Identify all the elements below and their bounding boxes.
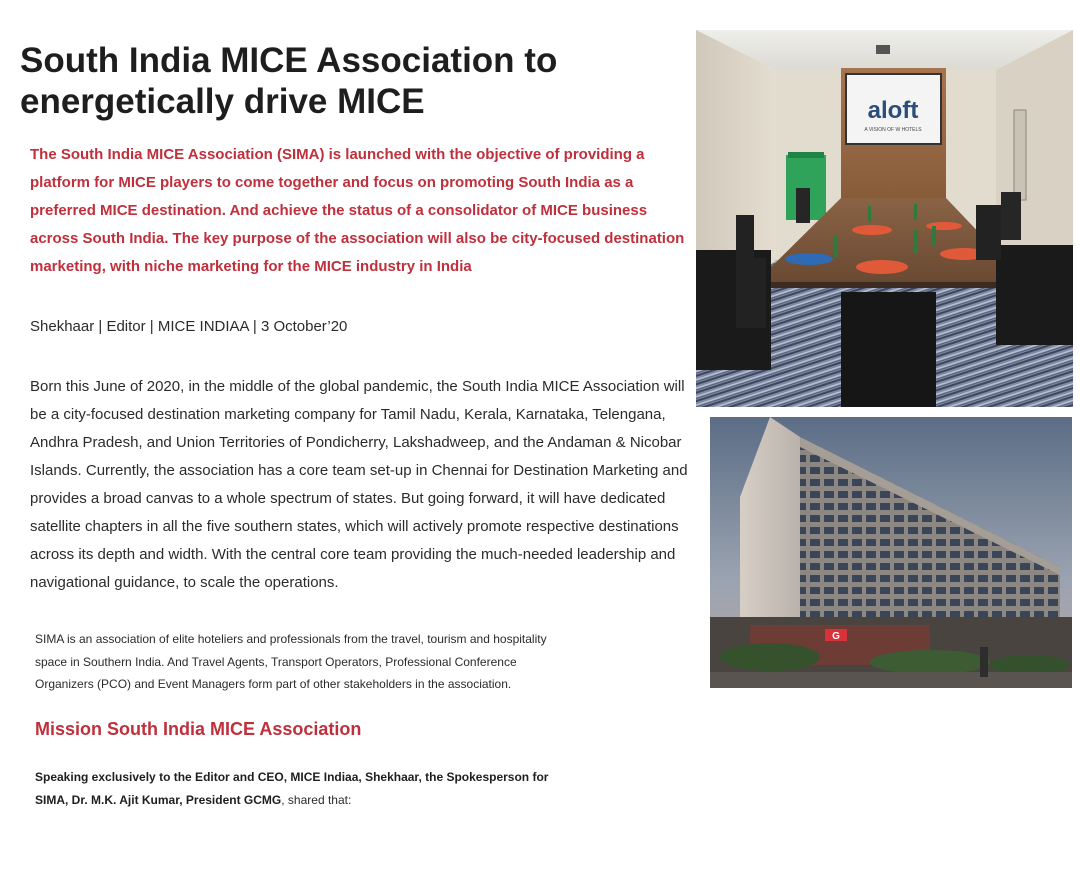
quote-intro-bold: Speaking exclusively to the Editor and CEO, MICE Indiaa, Shekhaar, the Spokesperson for SIMA, Dr. M.K. Ajit Kumar, President GCMG — [35, 770, 549, 807]
quote-intro — [35, 766, 565, 811]
quote-intro-rest: , shared that: — [281, 792, 352, 807]
hotel-sign: G — [832, 631, 840, 642]
article-byline: Shekhaar | Editor | MICE INDIAA | 3 October’20 — [30, 318, 348, 335]
mission-heading: Mission South India MICE Association — [35, 719, 362, 739]
aloft-logo-subtext: A VISION OF W HOTELS — [864, 127, 922, 133]
hotel-building-photo — [710, 417, 1072, 688]
meeting-room-photo — [696, 30, 1073, 407]
article-title: South India MICE Association to energetically drive MICE — [20, 41, 558, 121]
aloft-logo: aloft — [867, 97, 919, 124]
article-lead: The South India MICE Association (SIMA) is launched with the objective of providing a platform for MICE players to come together and focus on promoting South India as a preferred MICE destination. And achieve the status of a consolidator of MICE business across South India. The key purpose of the association will also be city-focused destination marketing, with niche marketing for the MICE industry in India — [30, 146, 685, 275]
association-note: SIMA is an association of elite hoteliers and professionals from the travel, tourism and hospitality space in Southern India. And Travel Agents, Transport Operators, Professional Conference Organizers (PCO) and Event Managers form part of other stakeholders in the association. — [35, 632, 547, 691]
article-body: Born this June of 2020, in the middle of the global pandemic, the South India MICE Association will be a city-focused destination marketing company for Tamil Nadu, Kerala, Karnataka, Telengana, Andhra Pradesh, and Union Territories of Pondicherry, Lakshadweep, and the Andaman & Nicobar Islands. Currently, the association has a core team set-up in Chennai for Destination Marketing and provides a broad canvas to a whole spectrum of states. But going forward, it will have dedicated satellite chapters in all the five southern states, which will actively promote respective destinations across its depth and width. With the central core team providing the much-needed leadership and navigational guidance, to scale the operations. — [30, 378, 688, 591]
